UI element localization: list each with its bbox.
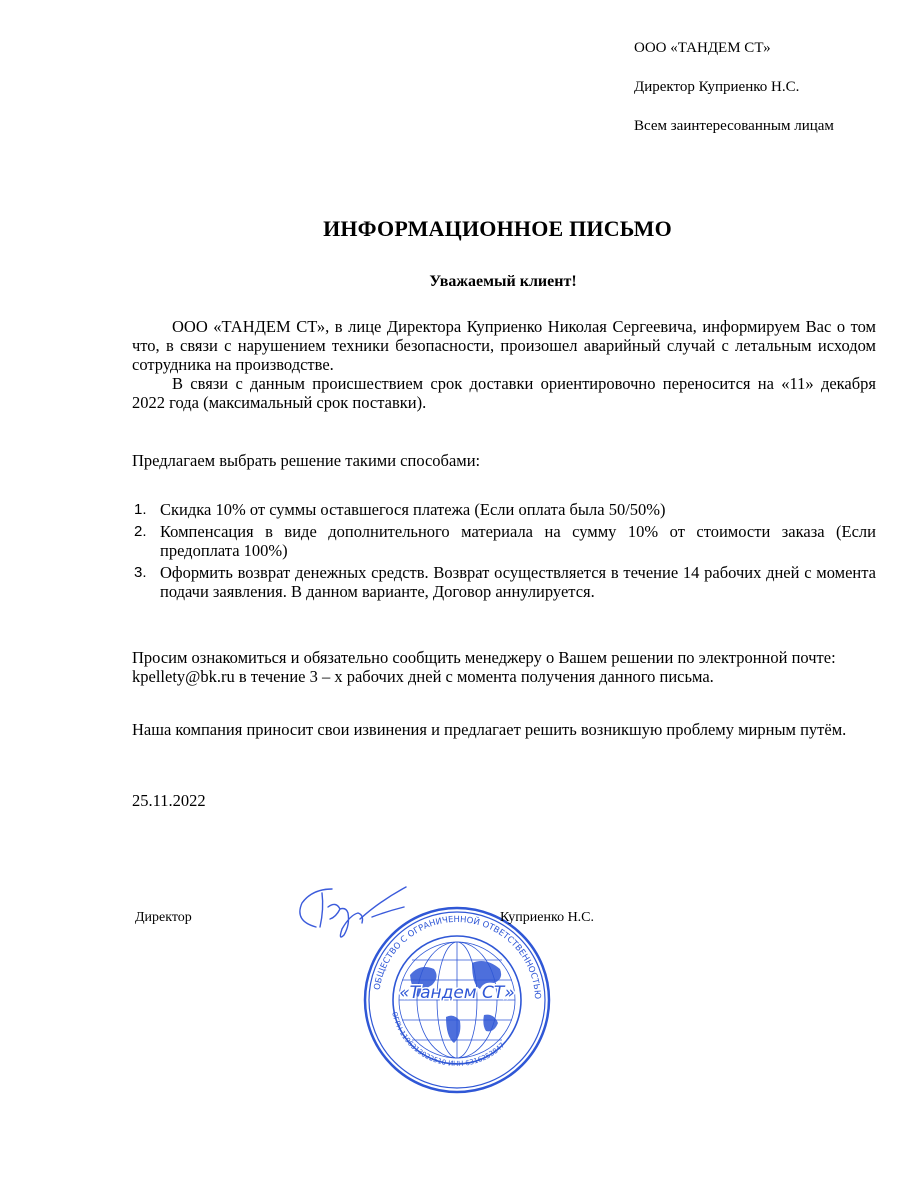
list-item-number: 3. bbox=[134, 564, 147, 581]
list-item-text: Компенсация в виде дополнительного материала на сумму 10% от стоимости заказа (Если предоплата 100%) bbox=[160, 522, 876, 560]
intro-section bbox=[132, 317, 876, 412]
handwritten-signature bbox=[276, 875, 426, 955]
list-item bbox=[132, 500, 876, 519]
apology-paragraph: Наша компания приносит свои извинения и предлагает решить возникшую проблему мирным путём. bbox=[132, 720, 847, 739]
salutation: Уважаемый клиент! bbox=[429, 273, 577, 290]
offer-section bbox=[132, 451, 876, 470]
letter-date: 25.11.2022 bbox=[132, 791, 206, 810]
list-item-number: 1. bbox=[134, 501, 147, 518]
list-item-text: Скидка 10% от суммы оставшегося платежа (Если оплата была 50/50%) bbox=[160, 500, 666, 519]
options-list bbox=[132, 500, 876, 604]
list-item bbox=[132, 563, 876, 601]
intro-paragraph-2: В связи с данным происшествием срок доставки ориентировочно переносится на «11» декабря 2022 года (максимальный срок поставки). bbox=[132, 374, 876, 412]
list-item-number: 2. bbox=[134, 523, 147, 540]
letter-header bbox=[634, 38, 834, 155]
date-section bbox=[132, 791, 876, 810]
request-paragraph: Просим ознакомиться и обязательно сообщить менеджеру о Вашем решении по электронной почте: kpellety@bk.ru в течение 3 – х рабочих дней с момента получения данного письма. bbox=[132, 648, 836, 686]
signature-position: Директор bbox=[135, 910, 192, 925]
header-company: ООО «ТАНДЕМ СТ» bbox=[634, 40, 771, 56]
signature-name: Куприенко Н.С. bbox=[500, 910, 595, 925]
list-item-text: Оформить возврат денежных средств. Возврат осуществляется в течение 14 рабочих дней с момента подачи заявления. В данном варианте, Договор аннулируется. bbox=[160, 563, 876, 601]
list-item bbox=[132, 522, 876, 560]
letter-title: ИНФОРМАЦИОННОЕ ПИСЬМО bbox=[323, 216, 672, 241]
stamp-ring-text: ОБЩЕСТВО С ОГРАНИЧЕННОЙ ОТВЕТСТВЕННОСТЬЮ bbox=[372, 914, 543, 1000]
intro-paragraph-1: ООО «ТАНДЕМ СТ», в лице Директора Куприенко Николая Сергеевича, информируем Вас о том что, в связи с нарушением техники безопасности, произошел аварийный случай с летальным исходом сотрудника на производстве. bbox=[132, 317, 876, 374]
request-section bbox=[132, 648, 876, 686]
offer-intro: Предлагаем выбрать решение такими способами: bbox=[132, 451, 481, 470]
stamp-ogrn-text: ОГРН 1196313022510 ИНН 6316253847 bbox=[390, 1010, 507, 1069]
header-recipient: Всем заинтересованным лицам bbox=[634, 118, 834, 134]
stamp-center-text: «Тандем СТ» bbox=[399, 983, 515, 1003]
apology-section bbox=[132, 720, 876, 739]
header-director: Директор Куприенко Н.С. bbox=[634, 79, 800, 95]
